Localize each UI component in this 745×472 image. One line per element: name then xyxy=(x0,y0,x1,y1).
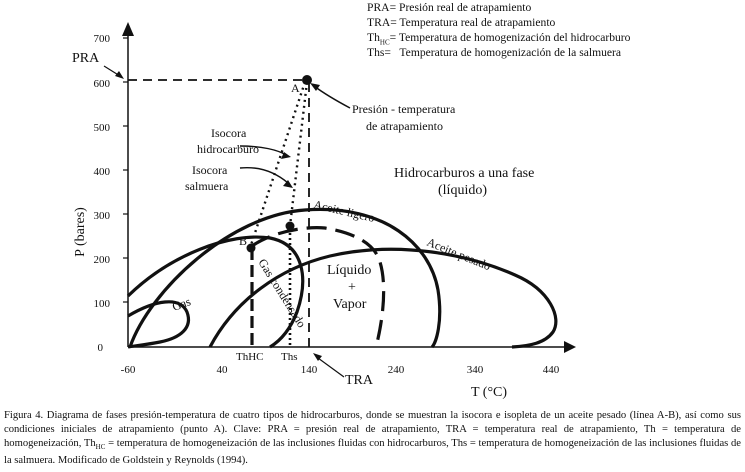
y-tick-label: 0 xyxy=(97,342,103,354)
ths-label: Ths xyxy=(281,351,298,363)
thhc-label: ThHC xyxy=(236,351,264,363)
trap-label-line1: Presión - temperatura xyxy=(352,102,456,116)
two-phase-label-1: Líquido xyxy=(327,263,372,278)
legend-item-tra xyxy=(367,15,555,30)
isochore-brine xyxy=(290,82,307,226)
point-b xyxy=(247,244,256,253)
legend-sub: HC xyxy=(379,38,390,47)
y-tick-label: 100 xyxy=(93,298,110,310)
legend-def: = Temperatura de homogenización del hidrocarburo xyxy=(389,31,631,44)
tra-label: TRA xyxy=(345,373,373,388)
isochore-hydrocarbon xyxy=(250,82,305,248)
x-axis-arrow xyxy=(564,341,576,353)
y-axis-arrow xyxy=(122,22,134,36)
legend-item-ths xyxy=(367,45,621,60)
x-axis-title: T (°C) xyxy=(471,385,508,400)
pra-arrowhead xyxy=(115,71,124,79)
legend-abbr: PRA xyxy=(367,1,390,14)
light-oil-envelope xyxy=(130,209,440,347)
trap-arrow xyxy=(314,86,350,108)
one-phase-label-1: Hidrocarburos a una fase xyxy=(394,166,535,181)
point-b-label: B xyxy=(239,234,248,248)
legend-def: = Presión real de atrapamiento xyxy=(389,1,532,14)
two-phase-label-2: + xyxy=(348,280,356,295)
legend-item-pra xyxy=(367,0,531,15)
x-tick-label: 140 xyxy=(300,364,318,376)
x-tick-label: 240 xyxy=(387,364,405,376)
y-axis-title: P (bares) xyxy=(73,207,88,257)
heavy-oil-label: Aceite pesado xyxy=(424,234,493,274)
legend-abbr: TRA xyxy=(367,16,391,29)
isochore-hc-label-1: Isocora xyxy=(211,126,247,140)
x-tick-label: 340 xyxy=(466,364,484,376)
x-tick-label: 40 xyxy=(216,364,228,376)
y-tick-label: 300 xyxy=(93,210,110,222)
x-tick-label: 440 xyxy=(542,364,560,376)
isochore-hc-label-2: hidrocarburo xyxy=(197,142,259,156)
y-tick-label: 500 xyxy=(93,122,110,134)
two-phase-label-3: Vapor xyxy=(333,297,367,312)
y-tick-label: 200 xyxy=(93,254,110,266)
pra-label: PRA xyxy=(72,51,100,66)
isochore-brine-arrowhead xyxy=(283,180,293,188)
tra-arrow xyxy=(318,358,344,377)
point-ths xyxy=(286,222,295,231)
light-oil-label: Aceite ligero xyxy=(312,197,377,225)
gas-label: Gas xyxy=(170,294,193,314)
isochore-brine-label-2: salmuera xyxy=(185,179,229,193)
y-tick-label: 600 xyxy=(93,78,110,90)
y-tick-label: 400 xyxy=(93,166,110,178)
trap-label-line2: de atrapamiento xyxy=(366,119,443,133)
isochore-brine-label-1: Isocora xyxy=(192,163,228,177)
caption-text: Figura 4. Diagrama de fases presión-temperatura de cuatro tipos de hidrocarburos, donde se muestran la isocora e isopleta de un aceite pesado (línea A-B), así como sus condiciones iniciales de atrapamiento (punto A). Clave: PRA = presión real de atrapamiento, TRA = temperatura real de atrapamiento, Th = temperatura de homogeneización, Th xyxy=(4,410,741,449)
legend-abbr: Ths xyxy=(367,46,385,59)
caption-rest: = temperatura de homogeneización de las inclusiones fluidas con hidrocarburos, Ths = temperatura de homogeneización de las inclusiones fluidas de la salmuera. Modificado de Goldstein y Reynolds (1994). xyxy=(4,438,742,467)
legend-def: = Temperatura de homogenización de la salmuera xyxy=(384,46,622,59)
y-tick-label: 700 xyxy=(93,33,110,45)
figure-caption xyxy=(4,409,741,468)
one-phase-label-2: (líquido) xyxy=(438,183,487,198)
legend-abbr: Th xyxy=(367,31,380,44)
caption-sub: HC xyxy=(95,443,106,452)
x-tick-label: -60 xyxy=(120,364,136,376)
gas-condensate-label: Gas condensado xyxy=(255,256,309,331)
point-a-label: A xyxy=(291,81,300,95)
legend-def: = Temperatura real de atrapamiento xyxy=(390,16,556,29)
isochore-brine-arrow xyxy=(240,168,288,183)
